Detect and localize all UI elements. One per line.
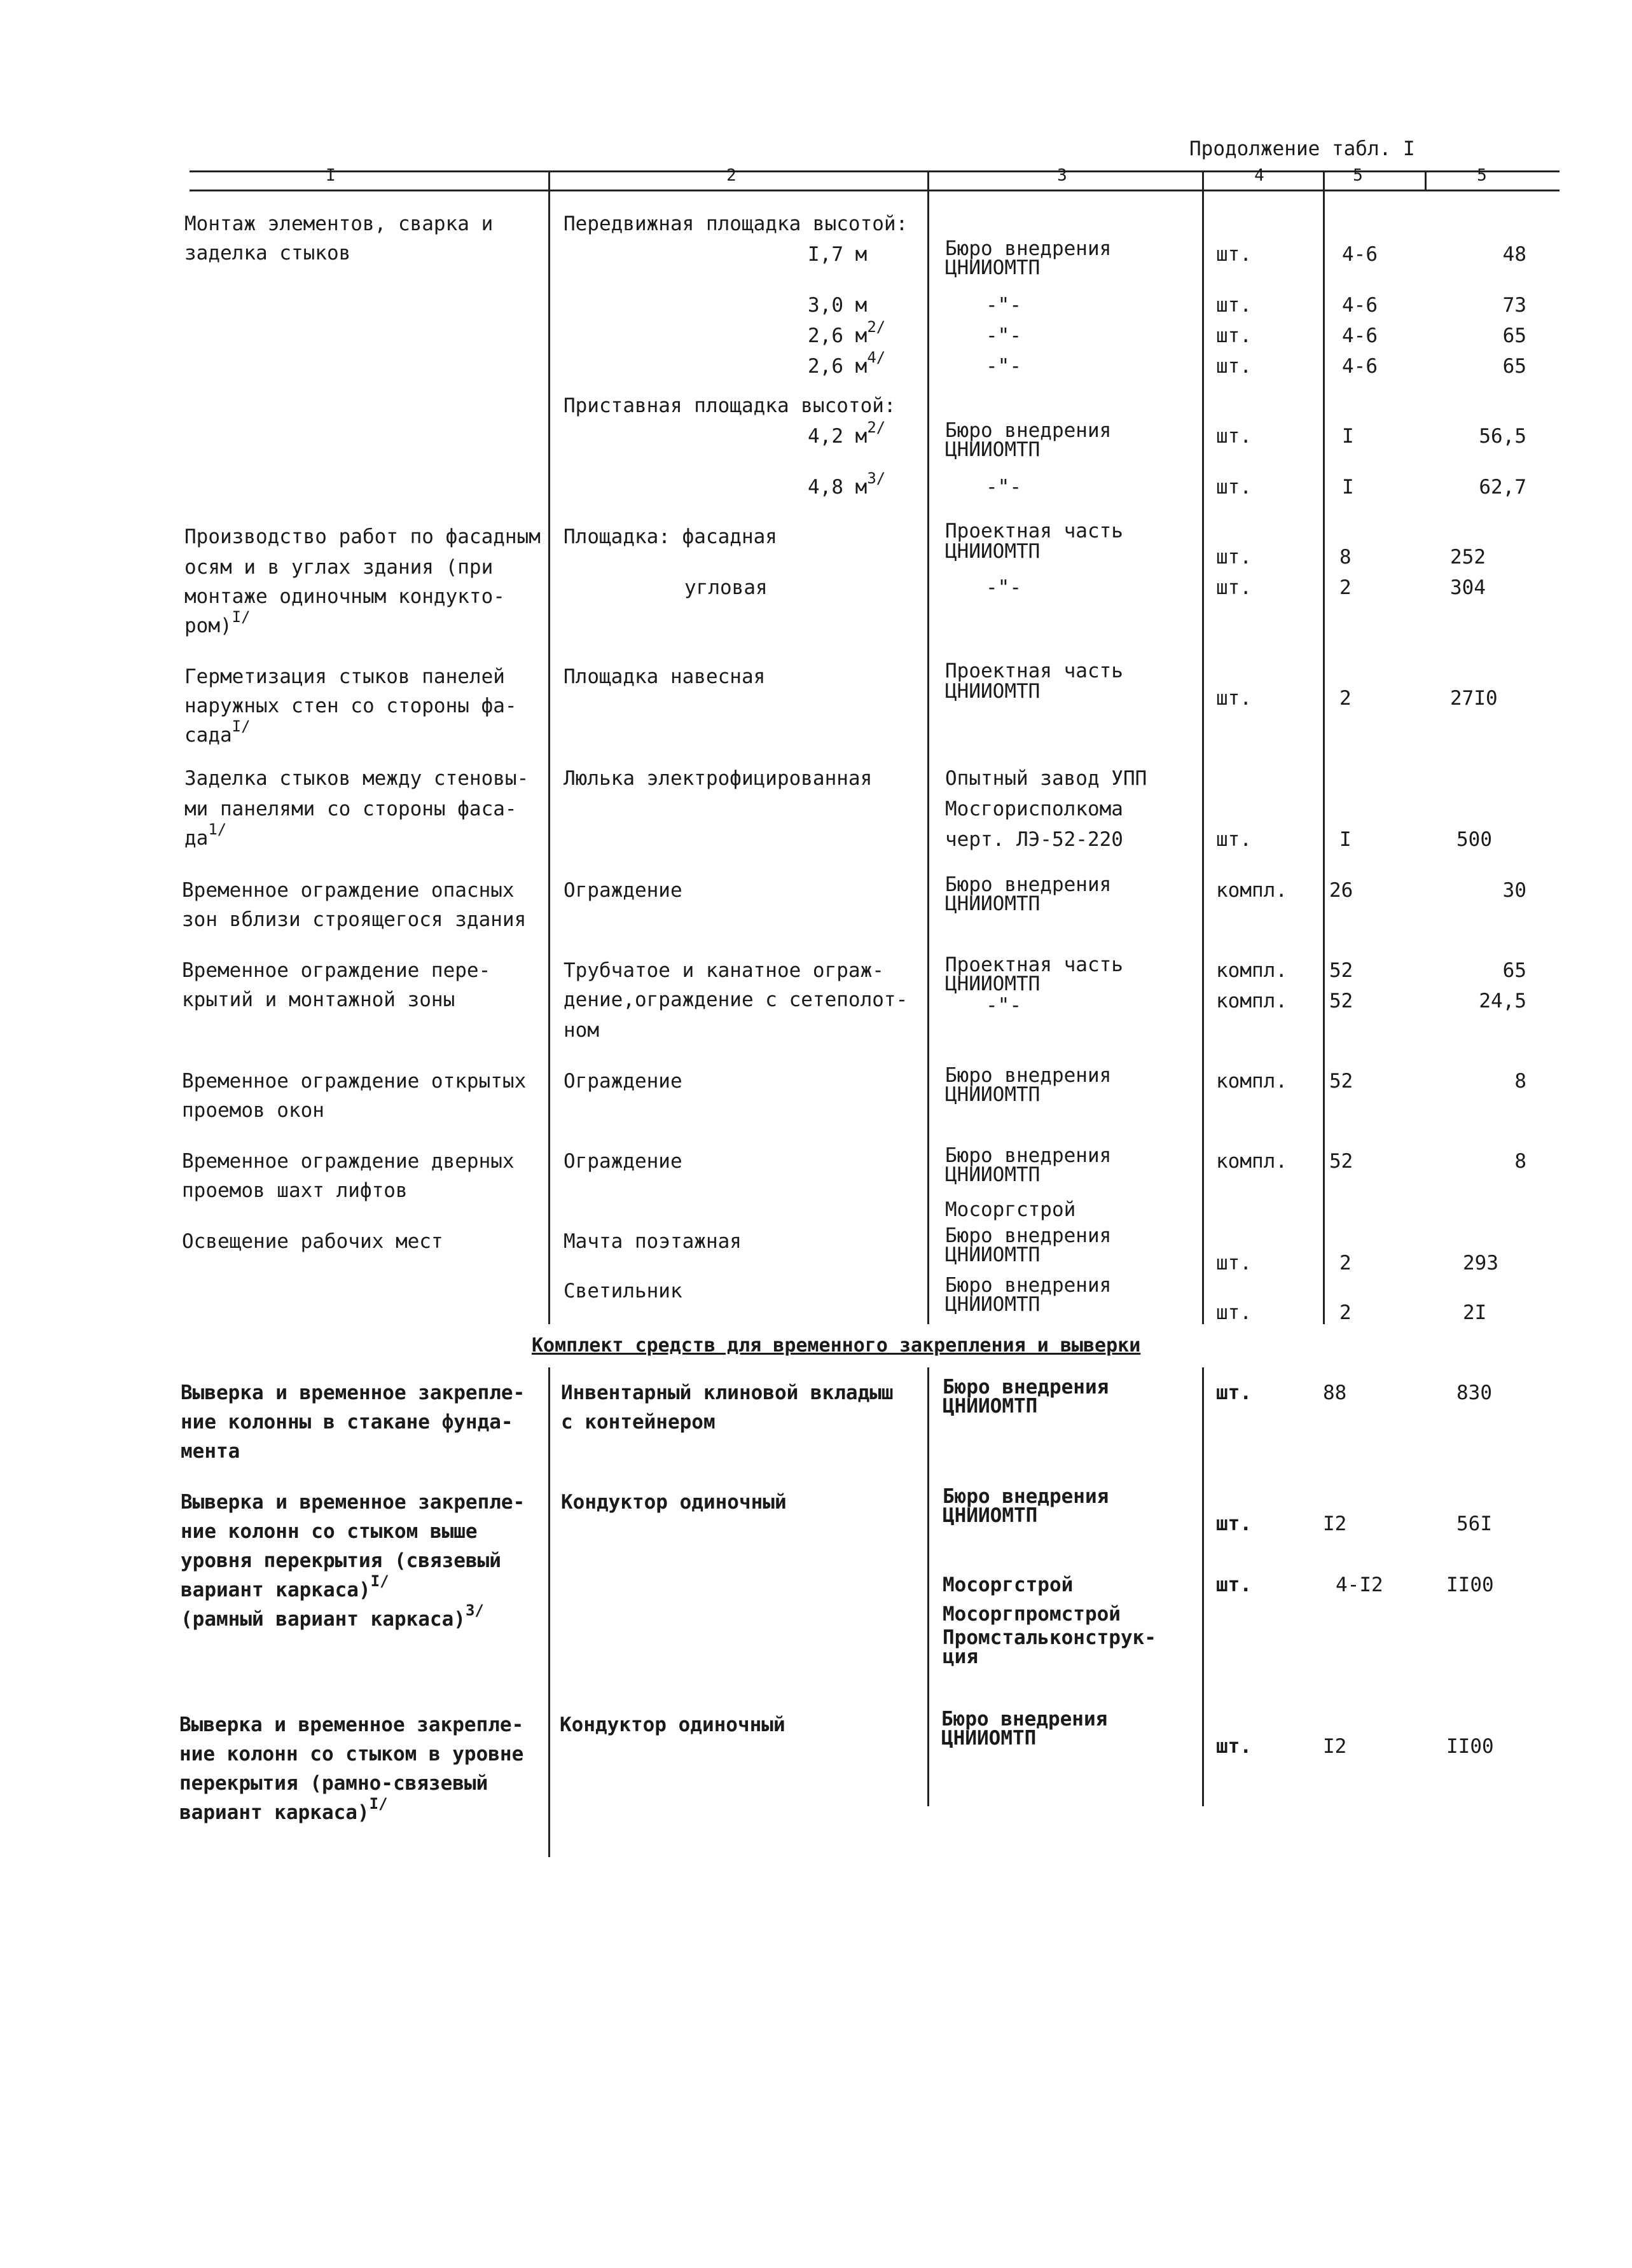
r1-height-5 xyxy=(808,418,886,453)
r7-unit: компл. xyxy=(1216,1070,1287,1093)
r11-work-line5 xyxy=(181,1601,484,1636)
r1-height-1: I,7 м xyxy=(808,243,868,266)
r12-work-line3: перекрытия (рамно-связевый xyxy=(179,1772,488,1795)
r7-org-1: Бюро внедрения xyxy=(945,1064,1112,1087)
r9-org-b1: Бюро внедрения xyxy=(945,1274,1112,1297)
r1-work-line1: Монтаж элементов, сварка и xyxy=(184,212,494,235)
r11-work-line1: Выверка и временное закрепле- xyxy=(181,1491,525,1514)
r11-unit-a: шт. xyxy=(1216,1512,1252,1535)
r12-org-1: Бюро внедрения xyxy=(941,1708,1108,1731)
r4-work-line3 xyxy=(184,820,227,855)
table-continuation-label: Продолжение табл. I xyxy=(1189,137,1415,160)
r10-val: 830 xyxy=(1456,1381,1492,1404)
r1-qty-1: 4-6 xyxy=(1342,243,1378,266)
r8-org-3: Мосоргстрой xyxy=(945,1198,1076,1221)
r2-work-line4-text: ром) xyxy=(184,614,232,637)
r11-org-b3: Промстальконструк- xyxy=(943,1626,1156,1649)
r6-val-b: 24,5 xyxy=(1479,990,1526,1013)
r1-org-1b: ЦНИИОМТП xyxy=(945,256,1041,279)
r12-work-line4-text: вариант каркаса) xyxy=(179,1801,370,1824)
r8-work-line2: проемов шахт лифтов xyxy=(182,1179,408,1202)
r11-org-a1: Бюро внедрения xyxy=(943,1485,1109,1508)
r1-org-1a: Бюро внедрения xyxy=(945,237,1112,260)
r3-org-2: ЦНИИОМТП xyxy=(945,680,1041,703)
r5-unit: компл. xyxy=(1216,879,1287,902)
r6-org-3: -"- xyxy=(986,994,1021,1017)
col-divider-5-6-header xyxy=(1425,172,1427,191)
r2-qty-b: 2 xyxy=(1339,576,1352,599)
r2-org-b: -"- xyxy=(986,576,1021,599)
r1-means-title2: Приставная площадка высотой: xyxy=(564,394,896,417)
r6-org-2: ЦНИИОМТП xyxy=(945,972,1041,995)
r11-work-line4-text: вариант каркаса) xyxy=(181,1579,371,1601)
r9-qty-b: 2 xyxy=(1339,1301,1352,1324)
r4-org-1: Опытный завод УПП xyxy=(945,767,1147,790)
r1-height-3-text: 2,6 м xyxy=(808,324,868,347)
r1-qty-3: 4-6 xyxy=(1342,324,1378,347)
r9-means-a: Мачта поэтажная xyxy=(564,1230,742,1253)
r1-val-2: 73 xyxy=(1502,294,1526,317)
r12-means: Кондуктор одиночный xyxy=(560,1713,785,1736)
r1-org-6: -"- xyxy=(986,476,1021,499)
col-divider-3-4-top xyxy=(1202,172,1204,1324)
r9-val-b: 2I xyxy=(1463,1301,1487,1324)
r2-qty-a: 8 xyxy=(1339,546,1352,569)
r6-unit-b: компл. xyxy=(1216,990,1287,1013)
r1-unit-6: шт. xyxy=(1216,476,1252,499)
r1-org-5a: Бюро внедрения xyxy=(945,419,1112,442)
r2-work-line4 xyxy=(184,608,251,642)
r4-unit: шт. xyxy=(1216,828,1252,851)
r1-work-line2: заделка стыков xyxy=(184,242,351,265)
r6-unit-a: компл. xyxy=(1216,959,1287,982)
r1-height-5-footnote: 2/ xyxy=(867,418,886,436)
r1-qty-4: 4-6 xyxy=(1342,355,1378,378)
r2-means-b: угловая xyxy=(684,576,768,599)
col-header-6: 5 xyxy=(1477,166,1487,185)
r4-val: 500 xyxy=(1456,828,1492,851)
r1-height-6 xyxy=(808,469,886,504)
r11-org-a2: ЦНИИОМТП xyxy=(943,1504,1038,1527)
r8-means: Ограждение xyxy=(564,1150,682,1173)
r6-val-a: 65 xyxy=(1502,959,1526,982)
r2-work-line2: осям и в углах здания (при xyxy=(184,556,494,579)
r9-org-a2: ЦНИИОМТП xyxy=(945,1243,1041,1266)
r8-org-1: Бюро внедрения xyxy=(945,1144,1112,1167)
r1-means-title: Передвижная площадка высотой: xyxy=(564,212,908,235)
r3-work-line3 xyxy=(184,717,251,752)
r12-footnote: I/ xyxy=(369,1795,388,1813)
r5-org-2: ЦНИИОМТП xyxy=(945,892,1041,915)
r7-qty: 52 xyxy=(1329,1070,1353,1093)
r6-means-line3: ном xyxy=(564,1019,599,1042)
r8-unit: компл. xyxy=(1216,1150,1287,1173)
r4-work-line2: ми панелями со стороны фаса- xyxy=(184,798,517,820)
r12-work-line1: Выверка и временное закрепле- xyxy=(179,1713,524,1736)
r11-footnote-2: 3/ xyxy=(465,1601,484,1619)
r11-work-line3: уровня перекрытия (связевый xyxy=(181,1549,501,1572)
r7-work-line1: Временное ограждение открытых xyxy=(182,1070,527,1093)
r2-val-b: 304 xyxy=(1450,576,1486,599)
col-header-5: 5 xyxy=(1353,166,1363,185)
r1-org-3: -"- xyxy=(986,324,1021,347)
r1-unit-4: шт. xyxy=(1216,355,1252,378)
r8-val: 8 xyxy=(1514,1150,1526,1173)
r1-org-2: -"- xyxy=(986,294,1021,317)
r9-unit-a: шт. xyxy=(1216,1252,1252,1275)
r2-means-a: Площадка: фасадная xyxy=(564,525,777,548)
r1-val-5: 56,5 xyxy=(1479,425,1526,448)
r6-work-line1: Временное ограждение пере- xyxy=(182,959,491,982)
r1-height-4 xyxy=(808,351,885,383)
r5-qty: 26 xyxy=(1329,879,1353,902)
r12-work-line2: ние колонн со стыком в уровне xyxy=(179,1743,524,1766)
r1-height-6-footnote: 3/ xyxy=(867,469,886,487)
r12-val: II00 xyxy=(1446,1735,1494,1758)
r2-work-line1: Производство работ по фасадным xyxy=(184,525,541,548)
r1-height-6-text: 4,8 м xyxy=(808,476,868,499)
r7-val: 8 xyxy=(1514,1070,1526,1093)
r2-footnote: I/ xyxy=(232,608,251,626)
r3-val: 27I0 xyxy=(1450,687,1498,710)
col-divider-4-5-top xyxy=(1323,172,1325,1324)
r1-org-4: -"- xyxy=(986,355,1021,378)
r4-org-3: черт. ЛЭ-52-220 xyxy=(945,828,1123,851)
r11-qty-b: 4-I2 xyxy=(1336,1573,1383,1596)
r6-qty-a: 52 xyxy=(1329,959,1353,982)
r5-means: Ограждение xyxy=(564,879,682,902)
col-divider-2-3-bottom xyxy=(927,1367,929,1806)
r3-unit: шт. xyxy=(1216,687,1252,710)
r3-org-1: Проектная часть xyxy=(945,660,1123,682)
r3-qty: 2 xyxy=(1339,687,1352,710)
col-divider-1-2-bottom xyxy=(548,1367,550,1857)
r1-height-2: 3,0 м xyxy=(808,294,868,317)
r1-qty-6: I xyxy=(1342,476,1354,499)
r12-unit: шт. xyxy=(1216,1735,1252,1758)
r3-work-line1: Герметизация стыков панелей xyxy=(184,665,505,688)
r2-val-a: 252 xyxy=(1450,546,1486,569)
r1-unit-2: шт. xyxy=(1216,294,1252,317)
r4-work-line3-text: да xyxy=(184,827,209,850)
section-title: Комплект средств для временного закрепления и выверки xyxy=(532,1334,1141,1357)
header-bottom-rule xyxy=(190,190,1559,191)
r6-qty-b: 52 xyxy=(1329,990,1353,1013)
r5-work-line2: зон вблизи строящегося здания xyxy=(182,908,527,931)
r1-height-5-text: 4,2 м xyxy=(808,425,868,448)
r9-val-a: 293 xyxy=(1463,1252,1498,1275)
col-divider-1-2-top xyxy=(548,172,550,1324)
r1-unit-1: шт. xyxy=(1216,243,1252,266)
r1-height-3 xyxy=(808,318,886,352)
r10-means-line2: с контейнером xyxy=(561,1411,716,1434)
r1-val-4: 65 xyxy=(1502,355,1526,378)
r4-org-2: Мосгорисполкома xyxy=(945,798,1123,820)
col-header-4: 4 xyxy=(1254,166,1264,185)
r11-means: Кондуктор одиночный xyxy=(561,1491,787,1514)
r11-unit-b: шт. xyxy=(1216,1573,1252,1596)
r1-unit-5: шт. xyxy=(1216,425,1252,448)
r7-work-line2: проемов окон xyxy=(182,1099,324,1122)
r4-means: Люлька электрофицированная xyxy=(564,767,873,790)
r10-work-line3: мента xyxy=(181,1440,240,1463)
r4-qty: I xyxy=(1339,828,1352,851)
r2-org-a2: ЦНИИОМТП xyxy=(945,540,1041,563)
col-divider-2-3-top xyxy=(927,172,929,1324)
r4-footnote: 1/ xyxy=(208,820,227,838)
r11-footnote-1: I/ xyxy=(370,1572,389,1590)
r6-means-line1: Трубчатое и канатное ограж- xyxy=(564,959,884,982)
r9-qty-a: 2 xyxy=(1339,1252,1352,1275)
r1-val-1: 48 xyxy=(1502,243,1526,266)
r3-work-line2: наружных стен со стороны фа- xyxy=(184,695,517,717)
r5-org-1: Бюро внедрения xyxy=(945,873,1112,896)
r12-org-2: ЦНИИОМТП xyxy=(941,1727,1037,1750)
r10-work-line2: ние колонны в стакане фунда- xyxy=(181,1411,513,1434)
r1-val-6: 62,7 xyxy=(1479,476,1526,499)
r11-work-line4 xyxy=(181,1572,389,1607)
r6-org-1: Проектная часть xyxy=(945,953,1123,976)
r11-qty-a: I2 xyxy=(1323,1512,1347,1535)
r1-height-3-footnote: 2/ xyxy=(867,318,886,336)
r2-unit-a: шт. xyxy=(1216,546,1252,569)
r9-org-a1: Бюро внедрения xyxy=(945,1224,1112,1247)
r7-means: Ограждение xyxy=(564,1070,682,1093)
r3-work-line3-text: сада xyxy=(184,724,232,747)
r6-means-line2: дение,ограждение с сетеполот- xyxy=(564,988,908,1011)
col-divider-3-4-bottom xyxy=(1202,1367,1204,1806)
col-header-1: I xyxy=(326,166,336,185)
r10-org-2: ЦНИИОМТП xyxy=(943,1395,1038,1418)
r1-height-4-text: 2,6 м xyxy=(808,355,868,378)
col-header-3: 3 xyxy=(1057,166,1067,185)
r10-work-line1: Выверка и временное закрепле- xyxy=(181,1381,525,1404)
r8-org-2: ЦНИИОМТП xyxy=(945,1163,1041,1186)
r11-org-b1: Мосоргстрой xyxy=(943,1573,1074,1596)
r5-work-line1: Временное ограждение опасных xyxy=(182,879,515,902)
col-header-2: 2 xyxy=(726,166,736,185)
r11-org-b2: Мосоргпромстрой xyxy=(943,1603,1121,1626)
r12-work-line4 xyxy=(179,1797,388,1829)
r12-qty: I2 xyxy=(1323,1735,1347,1758)
r7-org-2: ЦНИИОМТП xyxy=(945,1083,1041,1106)
r10-means-line1: Инвентарный клиновой вкладыш xyxy=(561,1381,894,1404)
r4-work-line1: Заделка стыков между стеновы- xyxy=(184,767,529,790)
r8-work-line1: Временное ограждение дверных xyxy=(182,1150,515,1173)
r1-unit-3: шт. xyxy=(1216,324,1252,347)
r9-org-b2: ЦНИИОМТП xyxy=(945,1293,1041,1316)
r11-org-b4: ция xyxy=(943,1645,978,1668)
r1-val-3: 65 xyxy=(1502,324,1526,347)
r11-work-line5-text: (рамный вариант каркаса) xyxy=(181,1608,466,1631)
r3-means: Площадка навесная xyxy=(564,665,766,688)
r6-work-line2: крытий и монтажной зоны xyxy=(182,988,455,1011)
r11-val-b: II00 xyxy=(1446,1573,1494,1596)
r10-qty: 88 xyxy=(1323,1381,1347,1404)
r10-org-1: Бюро внедрения xyxy=(943,1376,1109,1399)
r9-unit-b: шт. xyxy=(1216,1301,1252,1324)
r11-work-line2: ние колонн со стыком выше xyxy=(181,1520,478,1543)
r9-means-b: Светильник xyxy=(564,1280,682,1303)
r1-qty-5: I xyxy=(1342,425,1354,448)
r9-work: Освещение рабочих мест xyxy=(182,1230,443,1253)
r2-org-a1: Проектная часть xyxy=(945,520,1123,543)
r1-height-4-footnote: 4/ xyxy=(867,349,886,366)
r8-qty: 52 xyxy=(1329,1150,1353,1173)
r10-unit: шт. xyxy=(1216,1381,1252,1404)
r5-val: 30 xyxy=(1502,879,1526,902)
r1-org-5b: ЦНИИОМТП xyxy=(945,438,1041,461)
r1-qty-2: 4-6 xyxy=(1342,294,1378,317)
r2-unit-b: шт. xyxy=(1216,576,1252,599)
r3-footnote: I/ xyxy=(232,717,251,735)
r2-work-line3: монтаже одиночным кондукто- xyxy=(184,585,505,608)
r11-val-a: 56I xyxy=(1456,1512,1492,1535)
